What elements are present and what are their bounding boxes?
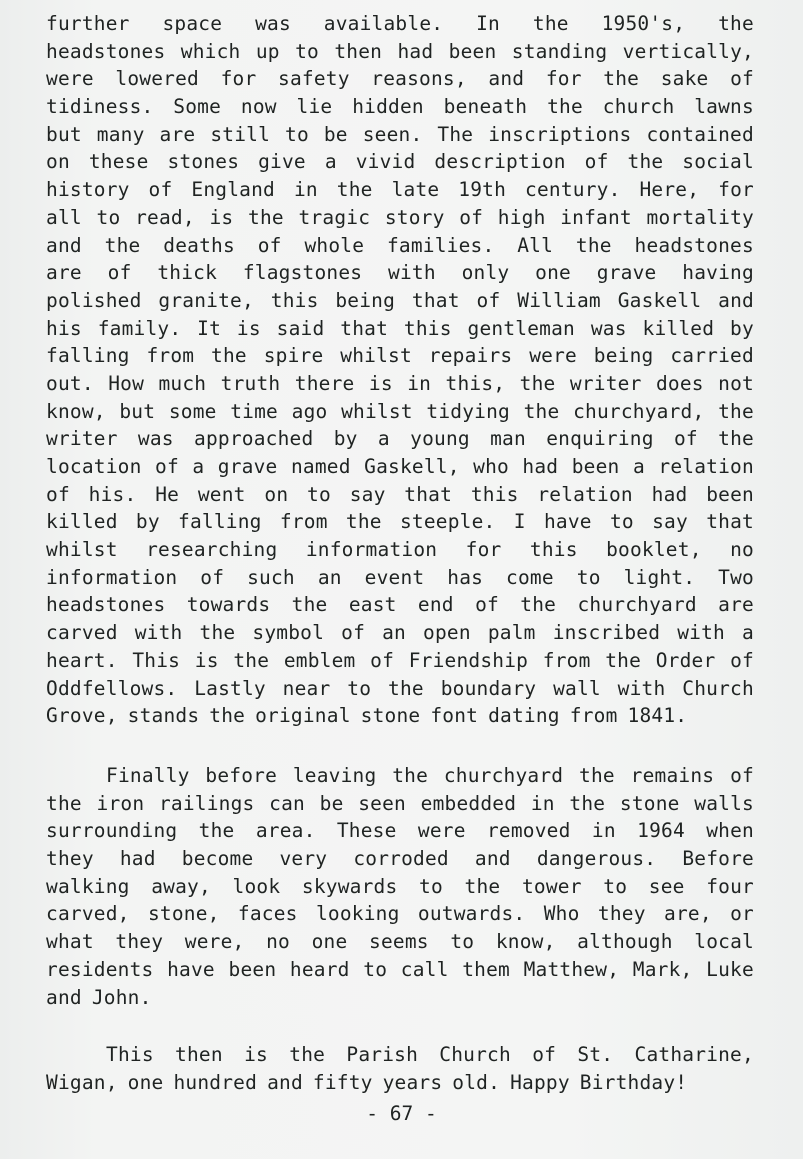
text-line: his family. It is said that this gentleman was killed by — [46, 316, 754, 340]
text-line: Finally before leaving the churchyard the remains of — [106, 764, 754, 787]
text-line: Wigan, one hundred and fifty years old. Happy Birthday! — [46, 1070, 688, 1094]
paragraph-iron-railings — [46, 762, 754, 1011]
text-line: writer was approached by a young man enquiring of the — [46, 427, 754, 451]
text-line: know, but some time ago whilst tidying the churchyard, the — [46, 399, 754, 423]
paragraph-birthday — [46, 1041, 754, 1096]
text-line: are of thick flagstones with only one grave having — [46, 261, 754, 285]
text-line: Oddfellows. Lastly near to the boundary wall with Church — [46, 676, 754, 700]
text-line: were lowered for safety reasons, and for the sake of — [46, 67, 754, 91]
paragraph-headstones — [46, 10, 754, 730]
text-line: but many are still to be seen. The inscriptions contained — [46, 122, 754, 146]
text-line: and John. — [46, 985, 152, 1009]
text-line: on these stones give a vivid description of the social — [46, 150, 754, 174]
text-line: falling from the spire whilst repairs were being carried — [46, 344, 754, 368]
text-line: Grove, stands the original stone font dating from 1841. — [46, 704, 688, 728]
text-line: This then is the Parish Church of St. Catharine, — [106, 1043, 754, 1066]
text-line: whilst researching information for this booklet, no — [46, 538, 754, 562]
text-line: further space was available. In the 1950's, the — [46, 12, 754, 35]
text-line: polished granite, this being that of William Gaskell and — [46, 288, 754, 312]
text-line: location of a grave named Gaskell, who had been a relation — [46, 455, 754, 478]
text-line: headstones towards the east end of the churchyard are — [46, 593, 754, 617]
text-line: history of England in the late 19th century. Here, for — [46, 178, 754, 202]
text-line: walking away, look skywards to the tower to see four — [46, 874, 754, 898]
text-line: the iron railings can be seen embedded in the stone walls — [46, 791, 754, 815]
page-number: - 67 - — [366, 1102, 437, 1125]
text-line: surrounding the area. These were removed in 1964 when — [46, 819, 754, 843]
text-line: what they were, no one seems to know, although local — [46, 930, 754, 954]
text-line: carved, stone, faces looking outwards. Who they are, or — [46, 902, 754, 926]
text-line: residents have been heard to call them Matthew, Mark, Luke — [46, 957, 754, 981]
text-line: heart. This is the emblem of Friendship from the Order of — [46, 648, 754, 672]
text-line: out. How much truth there is in this, the writer does not — [46, 371, 754, 395]
text-line: and the deaths of whole families. All the headstones — [46, 233, 754, 257]
text-line: all to read, is the tragic story of high infant mortality — [46, 205, 754, 229]
text-line: information of such an event has come to light. Two — [46, 565, 754, 589]
text-line: they had become very corroded and dangerous. Before — [46, 847, 754, 871]
text-line: headstones which up to then had been standing vertically, — [46, 39, 754, 63]
text-line: tidiness. Some now lie hidden beneath the church lawns — [46, 95, 754, 119]
text-line: killed by falling from the steeple. I have to say that — [46, 510, 754, 534]
text-line: carved with the symbol of an open palm inscribed with a — [46, 621, 754, 645]
text-line: of his. He went on to say that this relation had been — [46, 482, 754, 506]
